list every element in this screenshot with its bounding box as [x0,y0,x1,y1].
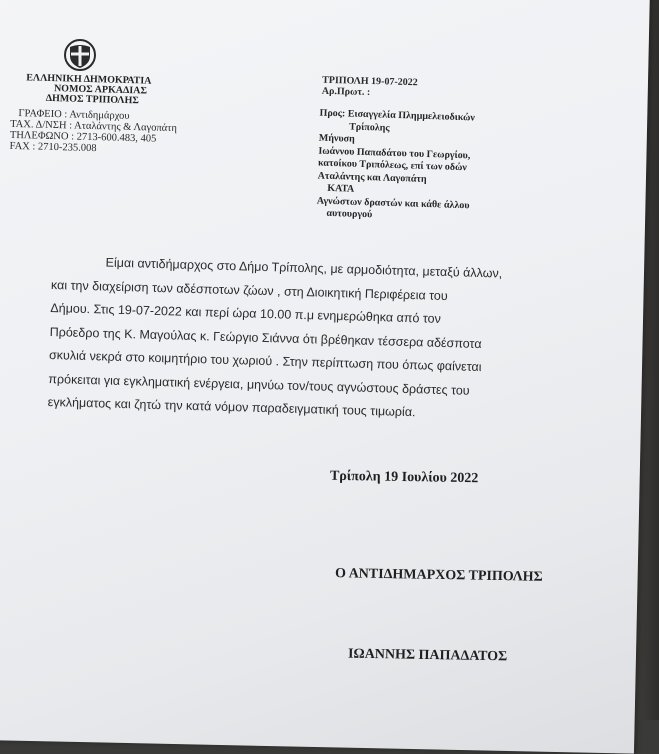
body-line: Πρόεδρο της Κ. Μαγούλας κ. Γεώργιο Σιάννα ότι βρέθηκαν τέσσερα αδέσποτα [49,324,482,351]
office-details [9,108,177,156]
body-line: Δήμου. Στις 19-07-2022 και περί ώρα 10.00 π.μ ενημερώθηκα από τον [50,300,442,326]
place-and-date: Τρίπολη 19 Ιουλίου 2022 [329,468,479,487]
defendants: Αγνώστων δραστών και κάθε άλλου [316,195,470,211]
greek-emblem-icon [63,38,97,72]
complainant-street: Αταλάντης και Λαγοπάτη [317,170,427,185]
body-line: εγκλήματος και ζητώ την κατά νόμον παραδειγματική τους τιμωρία. [47,394,416,420]
issuer-block [26,73,152,106]
complainant-residence: κατοίκου Τριπόλεως, επί των οδών [317,157,468,174]
signatory-name: ΙΩΑΝΝΗΣ ΠΑΠΑΔΑΤΟΣ [347,646,508,665]
body-line: σκυλιά νεκρά στο κοιμητήριο του χωριού . Στην περίπτωση που όπως φαίνεται [48,347,482,375]
against-label: ΚΑΤΑ [327,182,355,195]
document-type: Μήνυση [318,132,355,145]
body-line: πρόκειται για εγκληματική ενέργεια, μηνύω τον/τους αγνώστους δράστες του [48,371,470,398]
protocol-number: Αρ.Πρωτ. : [321,85,371,99]
issuer-municipality: ΔΗΜΟΣ ΤΡΙΠΟΛΗΣ [45,92,139,107]
complainant-name: Ιωάννου Παπαδάτου του Γεωργίου, [318,145,471,161]
office-address: ΤΑΧ. Δ/ΝΣΗ : Αταλάντης & Λαγοπάτη [10,118,178,135]
office-fax: FAX : 2710-235.008 [9,140,97,155]
signatory-title: Ο ΑΝΤΙΔΗΜΑΡΧΟΣ ΤΡΙΠΟΛΗΣ [334,566,543,585]
issuer-country: ΕΛΛΗΝΙΚΗ ΔΗΜΟΚΡΑΤΙΑ [26,72,152,87]
issuer-prefecture: ΝΟΜΟΣ ΑΡΚΑΔΙΑΣ [53,83,148,97]
complaint-body [47,250,571,429]
recipient-city: Τρίπολης [349,121,390,134]
office-phone: ΤΗΛΕΦΩΝΟ : 2713-600.483, 405 [9,129,157,145]
office-name: ΓΡΑΦΕΙΟ : Αντιδημάρχου [18,108,130,122]
recipient-to: Προς: Εισαγγελία Πλημμελειοδικών [319,107,476,124]
body-line: και την διαχείριση των αδέσποτων ζώων , στη Διοικητική Περιφέρεια του [50,277,448,303]
defendants-cont: αυτουργού [326,207,373,221]
header-date: ΤΡΙΠΟΛΗ 19-07-2022 [322,74,418,89]
header-date-block [322,75,418,99]
recipient-block [316,108,475,225]
body-line: Είμαι αντιδήμαρχος στο Δήμο Τρίπολης, με αρμοδιότητα, μεταξύ άλλων, [105,255,503,281]
